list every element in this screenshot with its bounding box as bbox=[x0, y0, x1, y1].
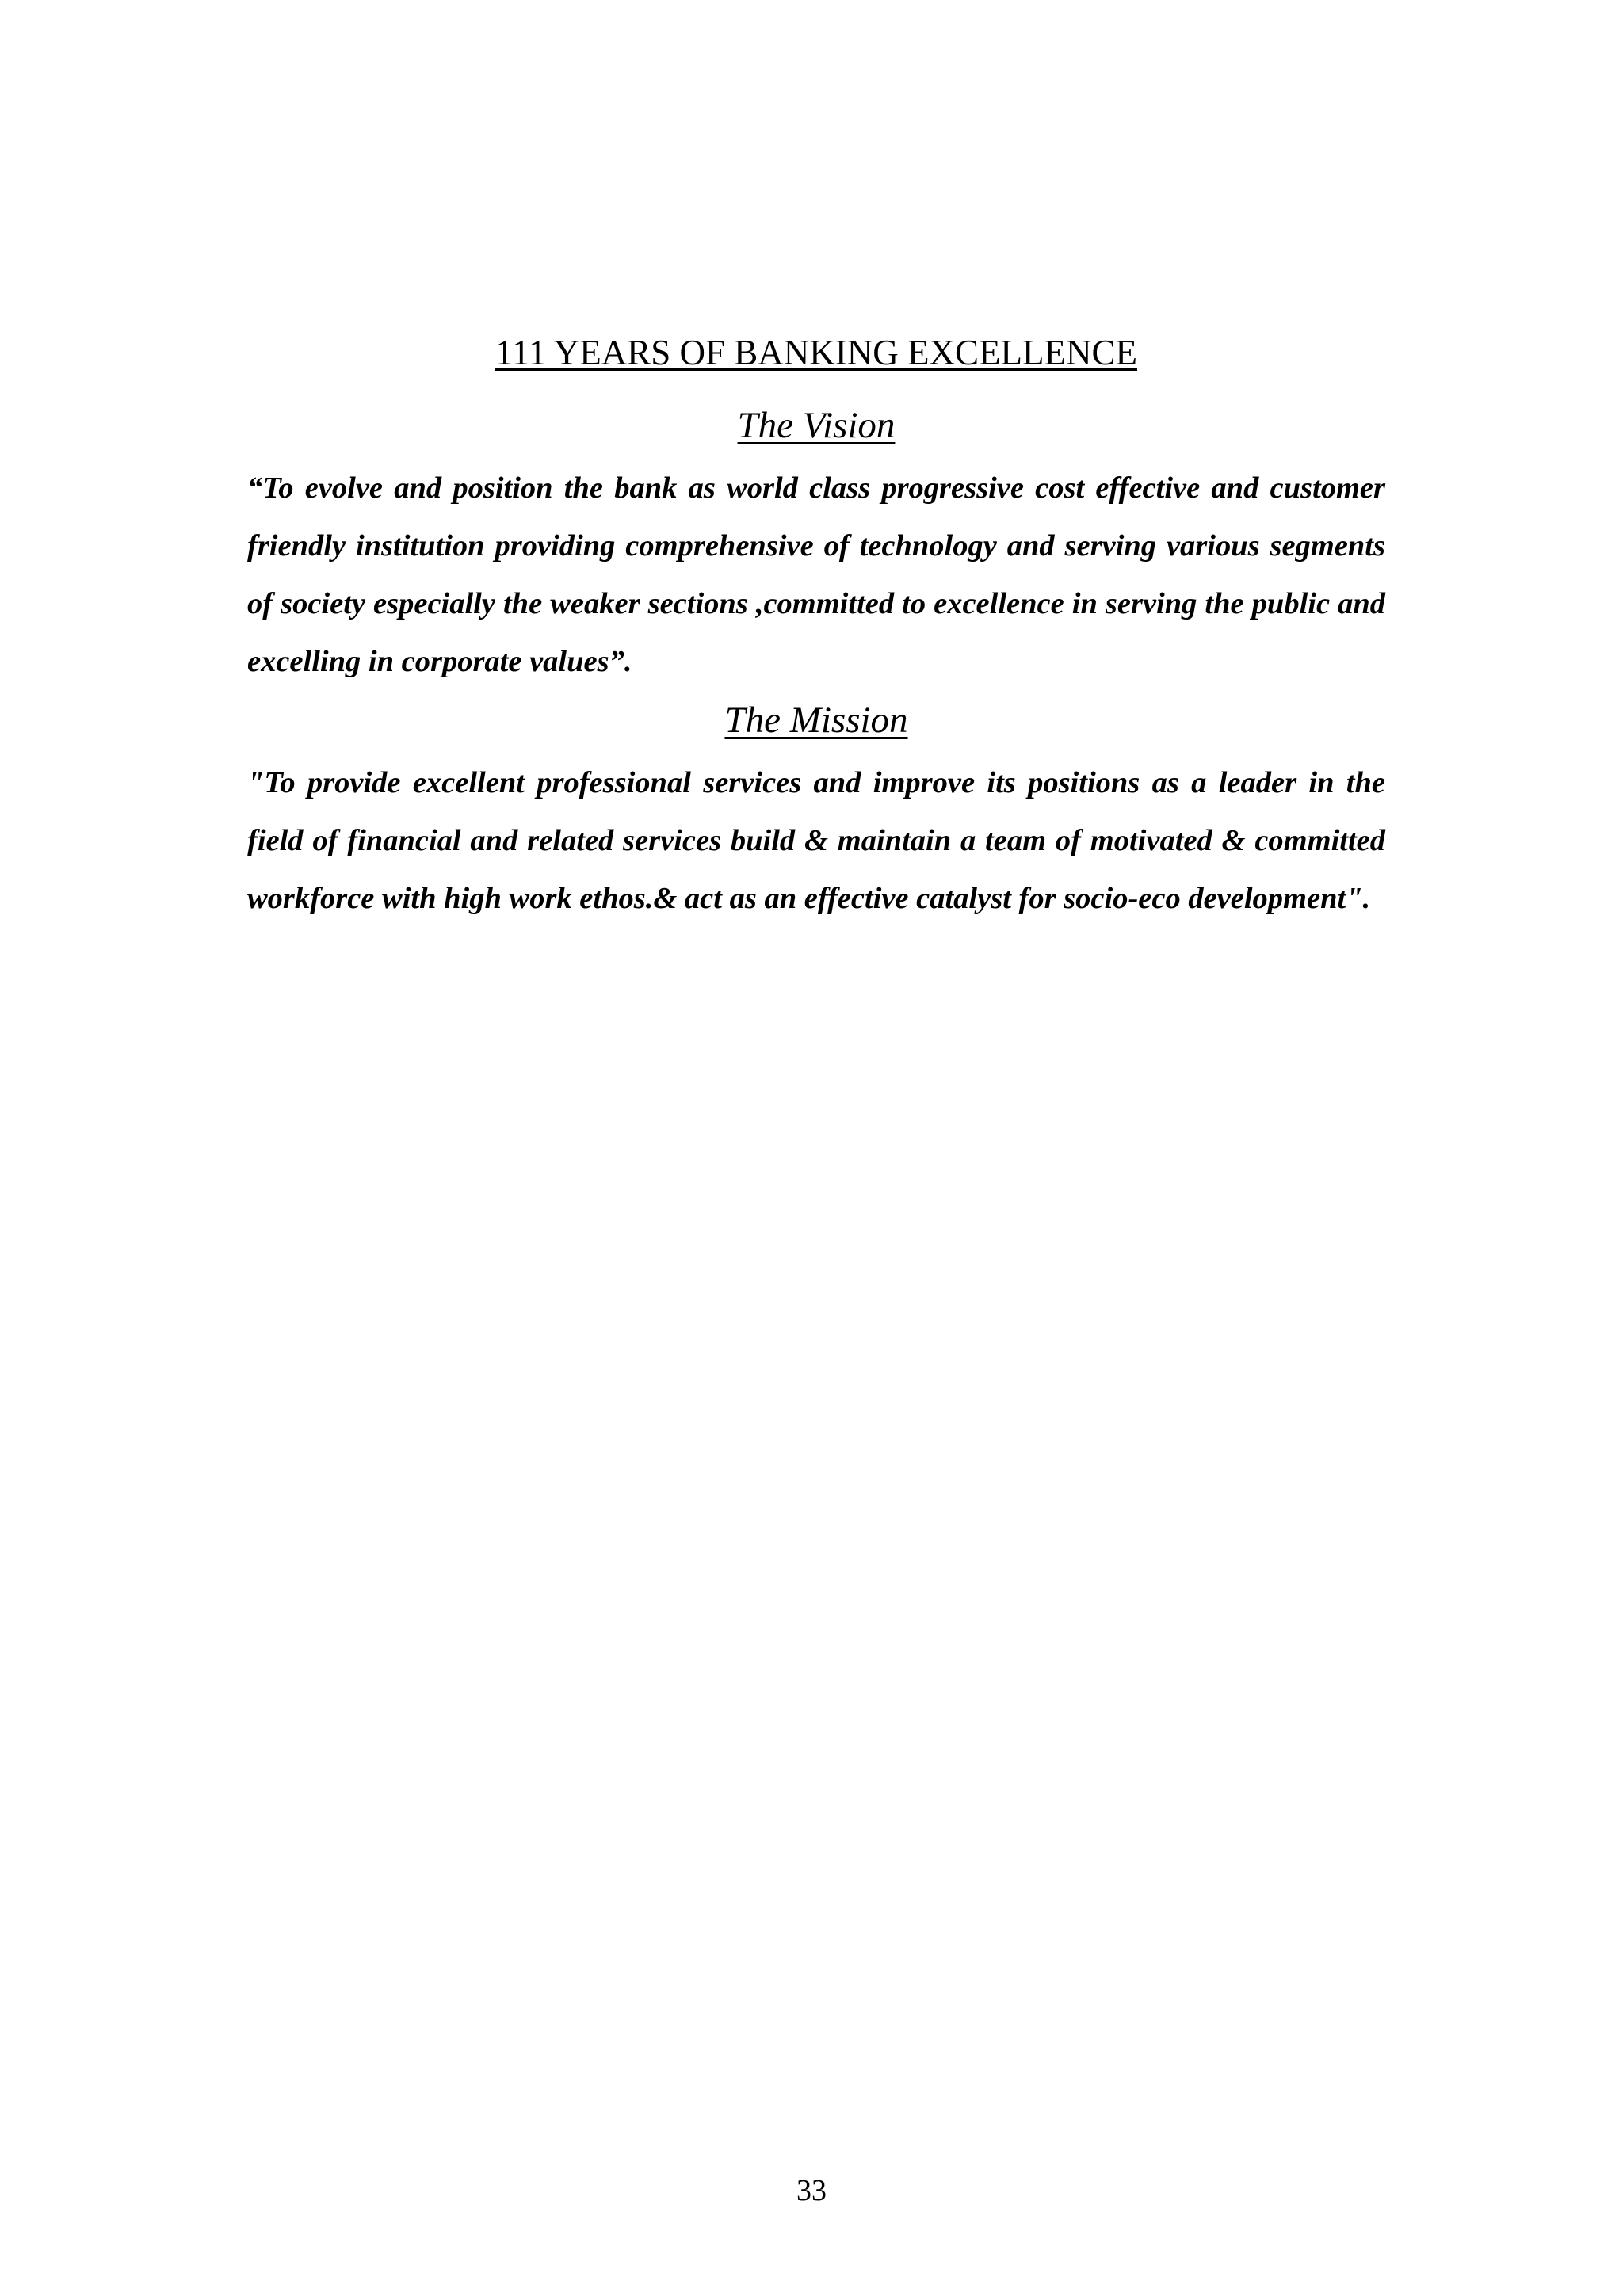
mission-text: "To provide excellent professional services and improve its positions as a leader in the field of financial and related services build & maintain a team of motivated & committed workforce with high work ethos.& act as an effective catalyst for socio-eco development". bbox=[247, 766, 1385, 915]
vision-text: “To evolve and position the bank as world class progressive cost effective and customer friendly institution providing comprehensive of technology and serving various segments of society especially the weaker sections ,committed to excellence in serving the public and excelling in corporate values”. bbox=[247, 471, 1385, 678]
page-title: 111 YEARS OF BANKING EXCELLENCE bbox=[495, 333, 1137, 372]
mission-heading: The Mission bbox=[724, 700, 908, 741]
page-number: 33 bbox=[796, 2174, 827, 2207]
vision-heading: The Vision bbox=[737, 405, 896, 446]
page-content bbox=[247, 325, 1385, 928]
